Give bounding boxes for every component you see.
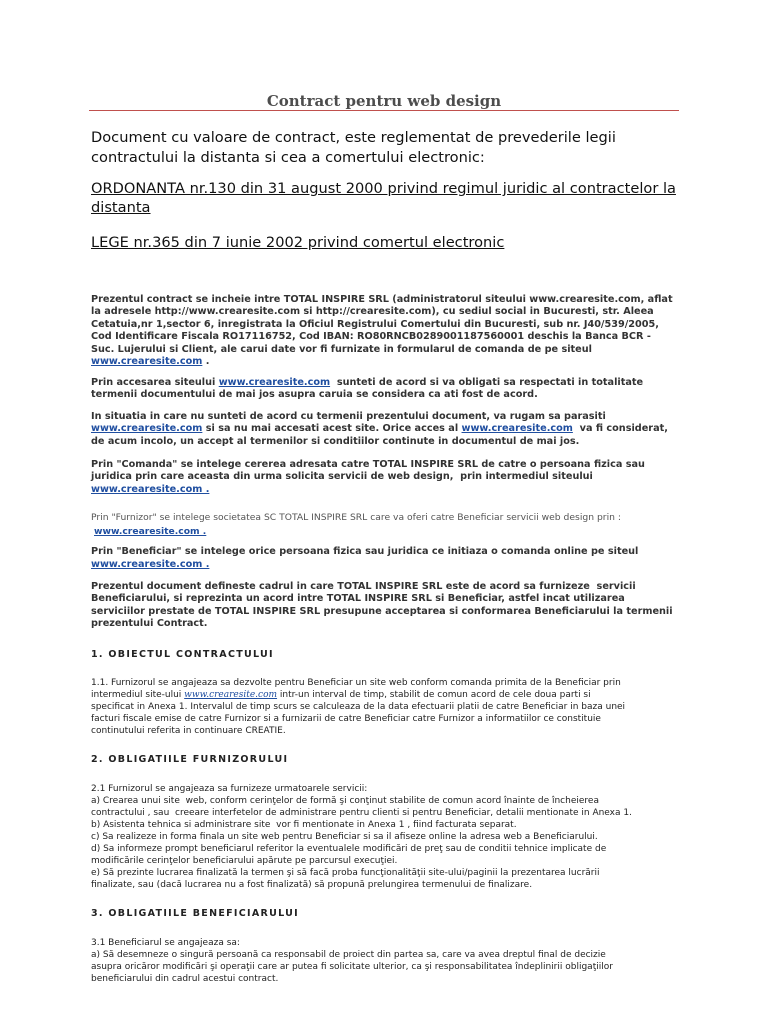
- section-line: 1.1. Furnizorul se angajeaza sa dezvolte pentru Beneficiar un site web conform comanda primita de la Beneficiar prin: [91, 678, 621, 688]
- section-heading-text: 1. OBIECTUL CONTRACTULUI: [91, 649, 274, 660]
- paragraph-line: prezentului Contract.: [91, 618, 208, 630]
- situatia-paragraph: [91, 411, 668, 448]
- paragraph-line: [91, 525, 621, 539]
- document-title: Contract pentru web design: [266, 92, 502, 110]
- section-line: asupra oricăror modificări şi operaţii care ar putea fi solicitate ulterior, ca şi responsabilitatea îndeplinirii obligaţiilor: [91, 962, 613, 972]
- paragraph-line: Cetatuia,nr 1,sector 6, inregistrata la Oficiul Registrului Comertului din Bucuresti, sub nr. J40/539/2005,: [91, 318, 659, 330]
- lege-line: LEGE nr.365 din 7 iunie 2002 privind comertul electronic: [91, 234, 505, 251]
- intro-line: Document cu valoare de contract, este reglementat de prevederile legii: [91, 129, 616, 146]
- text-segment: va fi considerat,: [572, 423, 668, 435]
- ordonanta-line: ORDONANTA nr.130 din 31 august 2000 privind regimul juridic al contractelor la: [91, 180, 676, 197]
- section-line: d) Sa informeze prompt beneficiarul referitor la eventualele modificări de preţ sau de conditii tehnice implicate de: [91, 844, 607, 854]
- section-line: facturi fiscale emise de catre Furnizor si a furnizarii de catre Beneficiar catre Furnizor a informatiilor ce constituie: [91, 714, 601, 724]
- section-line: b) Asistenta tehnica si administrare site vor fi mentionate in Anexa 1 , fiind facturata separat.: [91, 820, 517, 830]
- section-3-heading: [91, 908, 299, 920]
- crearesite-link[interactable]: www.crearesite.com: [91, 356, 203, 368]
- paragraph-line: [91, 356, 673, 368]
- section-2-body: [91, 783, 632, 891]
- section-line: 2.1 Furnizorul se angajeaza sa furnizeze urmatoarele servicii:: [91, 784, 368, 794]
- document-scope-paragraph: [91, 581, 673, 631]
- text-segment: intermediul site-ului: [91, 690, 185, 700]
- section-line: specificat in Anexa 1. Intervalul de timp scurs se calculeaza de la data efectuarii platii de catre Beneficiar in baza unei: [91, 702, 626, 712]
- section-line: beneficiarului din cadrul acestui contract.: [91, 974, 279, 984]
- lege-reference: [91, 233, 504, 253]
- paragraph-line: Beneficiarului, si reprezinta un acord intre TOTAL INSPIRE SRL si Beneficiar, astfel incat utilizarea: [91, 593, 625, 605]
- furnizor-definition-paragraph: [91, 511, 621, 539]
- crearesite-link[interactable]: www.crearesite.com: [184, 690, 278, 700]
- section-1-heading: [91, 649, 274, 661]
- crearesite-link[interactable]: www.crearesite.com .: [94, 525, 207, 537]
- section-line: 3.1 Beneficiarul se angajeaza sa:: [91, 938, 240, 948]
- section-heading-text: 3. OBLIGATIILE BENEFICIARULUI: [91, 908, 299, 919]
- paragraph-line: juridica prin care aceasta din urma solicita servicii de web design, prin intermediul siteului: [91, 471, 593, 483]
- section-line: continutului referita in continuare CREATIE.: [91, 726, 286, 736]
- paragraph-line: de acum incolo, un accept al termenilor si conditiilor continute in documentul de mai jos.: [91, 435, 580, 447]
- paragraph-line: [91, 377, 643, 389]
- section-3-body: [91, 937, 613, 985]
- intro-paragraph: [91, 128, 616, 168]
- paragraph-line: Prin "Beneficiar" se intelege orice persoana fizica sau juridica ce initiaza o comanda online pe siteul: [91, 546, 639, 557]
- section-line: a) Crearea unui site web, conform cerinţelor de formă şi conţinut stabilite de comun acord înainte de încheierea: [91, 796, 599, 806]
- text-segment: Prin accesarea siteului: [91, 377, 219, 388]
- paragraph-line: [91, 423, 668, 435]
- text-segment: sunteti de acord si va obligati sa respectati in totalitate: [330, 377, 644, 388]
- text-segment: si sa nu mai accesati acest site. Orice acces al: [202, 423, 462, 435]
- contract-parties-paragraph: [91, 294, 673, 368]
- text-segment: intr-un interval de timp, stabilit de comun acord de cele doua parti si: [277, 690, 591, 700]
- crearesite-link[interactable]: www.crearesite.com: [91, 423, 203, 435]
- comanda-definition-paragraph: [91, 459, 645, 496]
- paragraph-line: Cod Identificare Fiscala RO17116752, Cod IBAN: RO80RNCB0289001187560001 deschis la Banca BCR -: [91, 331, 651, 343]
- section-line: [91, 689, 625, 701]
- section-line: modificările cerinţelor beneficiarului apărute pe parcursul execuţiei.: [91, 856, 398, 866]
- section-heading-text: 2. OBLIGATIILE FURNIZORULUI: [91, 754, 289, 765]
- section-2-heading: [91, 754, 288, 766]
- title-underline-rule: [89, 110, 679, 111]
- paragraph-line: Suc. Lujerului si Client, ale carui date vor fi furnizate in formularul de comanda de pe siteul: [91, 343, 592, 355]
- crearesite-link[interactable]: www.crearesite.com: [218, 377, 331, 388]
- section-line: finalizate, sau (dacă lucrarea nu a fost finalizată) să propună prelungirea termenului de finalizare.: [91, 880, 533, 890]
- crearesite-link[interactable]: www.crearesite.com .: [91, 558, 210, 570]
- paragraph-line: Prezentul contract se incheie intre TOTAL INSPIRE SRL (administratorul siteului www.crearesite.com, aflat: [91, 294, 673, 305]
- crearesite-link[interactable]: www.crearesite.com .: [91, 483, 210, 495]
- ordonanta-line: distanta: [91, 198, 151, 216]
- link-suffix: .: [202, 356, 210, 368]
- paragraph-line: Prin "Comanda" se intelege cererea adresata catre TOTAL INSPIRE SRL de catre o persoana fizica sau: [91, 459, 645, 470]
- section-line: e) Să prezinte lucrarea finalizată la termen şi să facă proba funcţionalităţii site-ului/paginii la prezentarea lucrării: [91, 868, 600, 878]
- crearesite-link[interactable]: www.crearesite.com: [461, 423, 573, 435]
- paragraph-line: termenii documentului de mai jos asupra caruia se considera ca ati fost de acord.: [91, 389, 538, 401]
- paragraph-line: Prezentul document defineste cadrul in care TOTAL INSPIRE SRL este de acord sa furnizeze servicii: [91, 581, 636, 592]
- section-line: contractului , sau creeare interfetelor de administrare pentru clienti si pentru Beneficiar, detalii mentionate in Anexa 1.: [91, 808, 632, 818]
- section-1-body: [91, 677, 625, 737]
- paragraph-line: [91, 484, 645, 496]
- intro-line: contractului la distanta si cea a comertului electronic:: [91, 149, 485, 166]
- paragraph-line: In situatia in care nu sunteti de acord cu termenii prezentului document, va rugam sa parasiti: [91, 411, 606, 422]
- paragraph-line: serviciilor prestate de TOTAL INSPIRE SRL presupune acceptarea si conformarea Beneficiarului la termenii: [91, 605, 673, 617]
- access-paragraph: [91, 377, 643, 402]
- ordonanta-reference: [91, 180, 676, 217]
- paragraph-line: [91, 559, 638, 572]
- paragraph-line: la adresele http://www.crearesite.com si http://crearesite.com), cu sediul social in Bucuresti, str. Aleea: [91, 306, 654, 318]
- section-line: a) Să desemneze o singură persoană ca responsabil de proiect din partea sa, care va avea dreptul final de decizie: [91, 950, 606, 960]
- section-line: c) Sa realizeze in forma finala un site web pentru Beneficiar si sa il afiseze online la adresa web a Beneficiarului.: [91, 832, 598, 842]
- beneficiar-definition-paragraph: [91, 546, 638, 572]
- paragraph-line: Prin "Furnizor" se intelege societatea SC TOTAL INSPIRE SRL care va oferi catre Beneficiar servicii web design prin :: [91, 512, 621, 523]
